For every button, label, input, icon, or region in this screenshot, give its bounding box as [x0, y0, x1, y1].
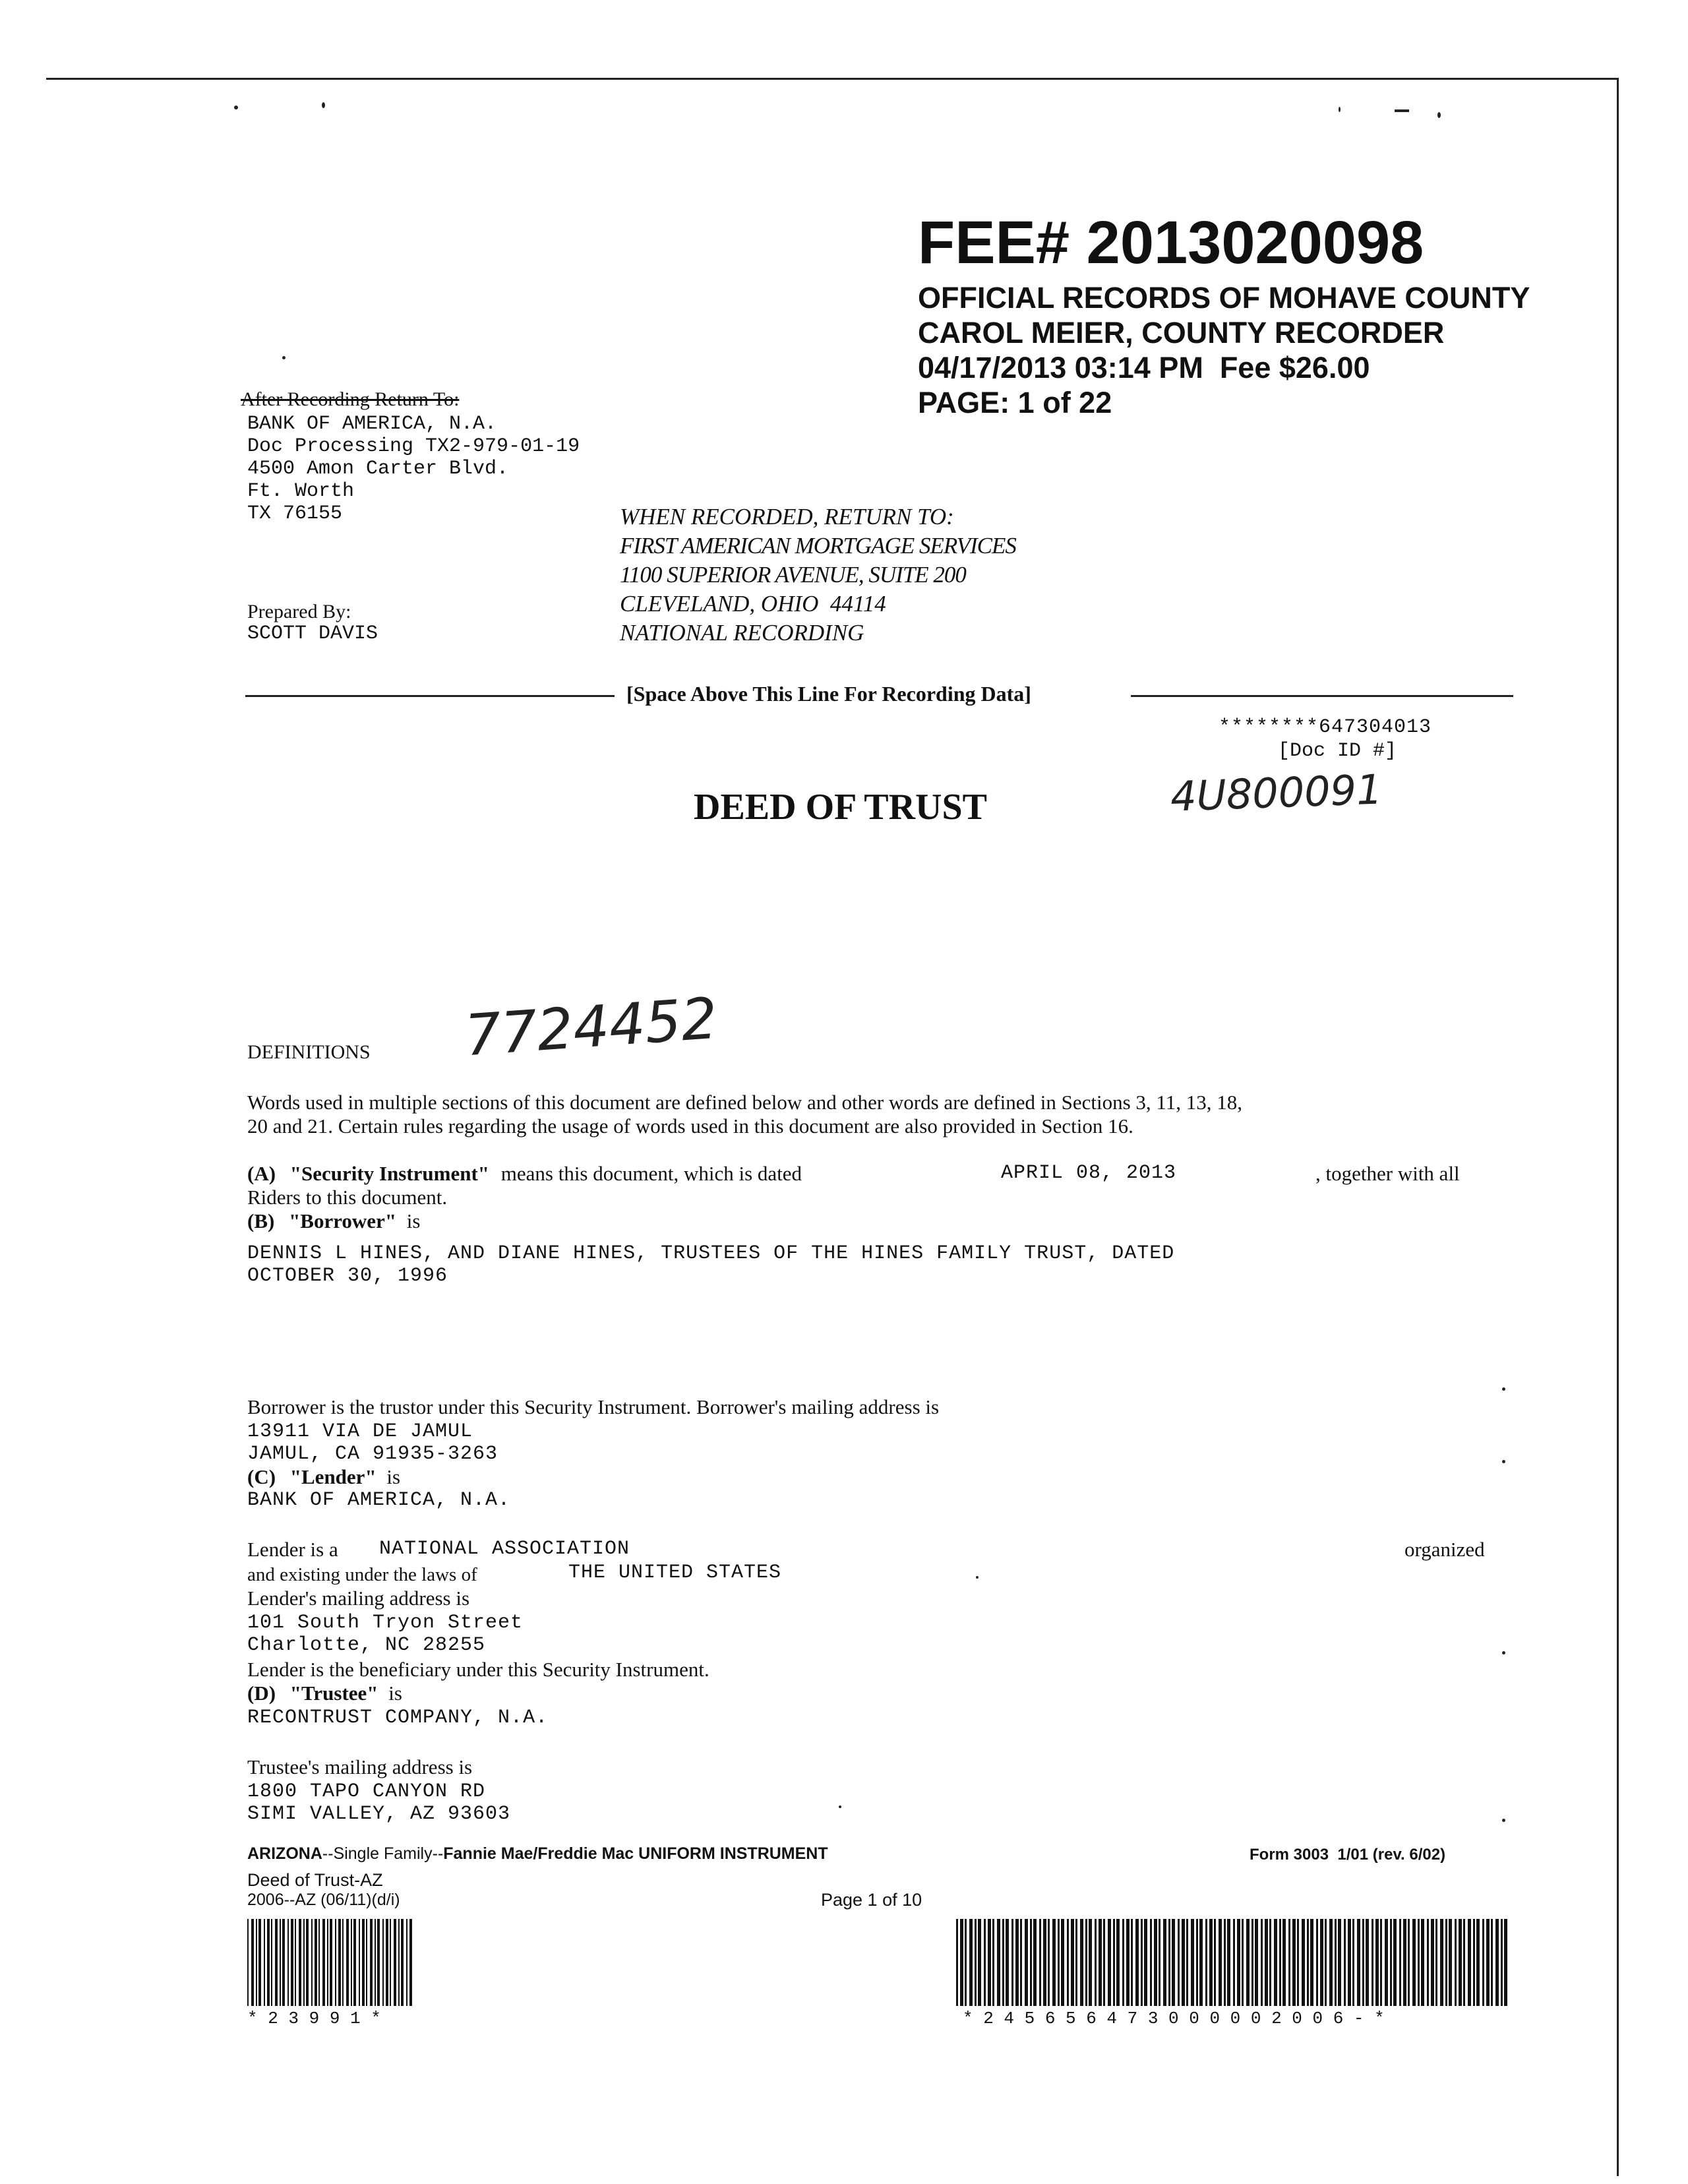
scan-speck: [322, 102, 325, 108]
barcode-bar: [303, 1919, 305, 2006]
when-recorded-line-4: CLEVELAND, OHIO 44114: [620, 591, 886, 617]
barcode-bar: [1288, 1919, 1290, 2006]
barcode-bar: [1006, 1919, 1009, 2006]
footer-doc-code: 2006--AZ (06/11)(d/i): [247, 1891, 400, 1909]
footer-form-number: Form 3003 1/01 (rev. 6/02): [1250, 1846, 1446, 1864]
barcode-bar: [1459, 1919, 1462, 2006]
barcode-bar: [1089, 1919, 1092, 2006]
barcode-bar: [291, 1919, 293, 2006]
barcode-bar: [1292, 1919, 1296, 2006]
barcode-bar: [1246, 1919, 1250, 2006]
separator-text: [Space Above This Line For Recording Data]: [626, 682, 1031, 706]
trustee-mailing-line-2: SIMI VALLEY, AZ 93603: [247, 1803, 511, 1825]
barcode-bar: [1199, 1919, 1203, 2006]
barcode-bar: [1002, 1919, 1004, 2006]
lender-is-a: Lender is a: [247, 1538, 338, 1561]
barcode-bar: [1408, 1919, 1410, 2006]
barcode-bar: [1085, 1919, 1087, 2006]
barcode-bar: [1191, 1919, 1194, 2006]
barcode-bar: [335, 1919, 336, 2006]
barcode-bar: [258, 1919, 261, 2006]
barcode-bar: [1348, 1919, 1351, 2006]
separator-line-right: [1131, 695, 1513, 697]
scan-top-border: [46, 78, 1619, 80]
barcode-bar: [1233, 1919, 1235, 2006]
barcode-bar: [1282, 1919, 1286, 2006]
barcode-bar: [1504, 1919, 1507, 2006]
barcode-bar: [1172, 1919, 1175, 2006]
trustee-name: RECONTRUST COMPANY, N.A.: [247, 1707, 549, 1729]
intro-line-2: 20 and 21. Certain rules regarding the usage of words used in this document are also provided in Section 16.: [247, 1114, 1133, 1138]
barcode-bar: [1163, 1919, 1166, 2006]
barcode-bar: [1186, 1919, 1188, 2006]
barcode-bar: [1316, 1919, 1318, 2006]
intro-line-1: Words used in multiple sections of this document are defined below and other words are defined in Sections 3, 11, 13, 18,: [247, 1091, 1242, 1114]
barcode-bar: [346, 1919, 349, 2006]
margin-dot: [1502, 1460, 1505, 1463]
section-b-is: is: [406, 1209, 421, 1232]
barcode-bar: [1431, 1919, 1434, 2006]
barcode-bar: [1182, 1919, 1185, 2006]
when-recorded-line-2: FIRST AMERICAN MORTGAGE SERVICES: [620, 533, 1016, 559]
handwritten-number-top: 4U800091: [1169, 765, 1383, 821]
barcode-bar: [1390, 1919, 1392, 2006]
footer-state: ARIZONA: [247, 1844, 322, 1863]
barcode-bar: [984, 1919, 986, 2006]
barcode-bar: [1043, 1919, 1046, 2006]
barcode-bar: [1307, 1919, 1309, 2006]
barcode-bar: [271, 1919, 272, 2006]
barcode-bar: [1011, 1919, 1013, 2006]
footer-family: --Single Family--: [322, 1844, 444, 1863]
barcode-bar: [1297, 1919, 1299, 2006]
section-b-label: (B): [247, 1209, 275, 1232]
barcode-bar: [398, 1919, 400, 2006]
barcode-bar: [295, 1919, 296, 2006]
barcode-bar: [280, 1919, 281, 2006]
barcode-bar: [1058, 1919, 1060, 2006]
scan-speck: [282, 356, 286, 359]
footer-instrument: [247, 1844, 828, 1864]
section-b-line: [247, 1209, 420, 1233]
barcode-bar: [1482, 1919, 1484, 2006]
barcode-bar: [1372, 1919, 1373, 2006]
barcode-bar: [1237, 1919, 1240, 2006]
doc-id-label: [Doc ID #]: [1278, 740, 1397, 762]
barcode-bar: [1320, 1919, 1323, 2006]
barcode-bar: [992, 1919, 994, 2006]
fee-number: FEE# 2013020098: [918, 209, 1424, 276]
barcode-bar: [1435, 1919, 1437, 2006]
barcode-bar: [1375, 1919, 1379, 2006]
barcode-bar: [1168, 1919, 1170, 2006]
barcode-bar: [1421, 1919, 1424, 2006]
lender-mailing-line-1: 101 South Tryon Street: [247, 1612, 524, 1634]
barcode-bar: [1178, 1919, 1180, 2006]
barcode-bar: [353, 1919, 356, 2006]
barcode-bar: [1393, 1919, 1397, 2006]
return-line-1: BANK OF AMERICA, N.A.: [247, 413, 497, 435]
separator-line-left: [245, 695, 615, 697]
return-heading-text: After Recording Return To:: [241, 388, 460, 410]
barcode-bar: [275, 1919, 278, 2006]
barcode-bar: [287, 1919, 289, 2006]
barcode-bar: [264, 1919, 265, 2006]
section-a-date: APRIL 08, 2013: [1001, 1162, 1177, 1184]
barcode-bar: [1418, 1919, 1420, 2006]
barcode-bar: [406, 1919, 407, 2006]
barcode-bar: [1269, 1919, 1271, 2006]
lender-mailing-intro: Lender's mailing address is: [247, 1587, 470, 1610]
stamp-line-2: CAROL MEIER, COUNTY RECORDER: [918, 316, 1445, 349]
barcode-bar: [1344, 1919, 1346, 2006]
prepared-by-label: Prepared By:: [247, 601, 351, 622]
barcode-bar: [362, 1919, 365, 2006]
barcode-bar: [1455, 1919, 1457, 2006]
barcode-bar: [1075, 1919, 1077, 2006]
barcode-left: [247, 1919, 412, 2006]
barcode-bar: [299, 1919, 301, 2006]
margin-dot: [976, 1576, 979, 1579]
section-a-label: (A): [247, 1162, 276, 1185]
barcode-bar: [1154, 1919, 1157, 2006]
scan-speck: [234, 106, 238, 109]
barcode-bar: [1150, 1919, 1152, 2006]
barcode-bar: [1310, 1919, 1313, 2006]
section-a-line: [247, 1162, 802, 1186]
barcode-bar: [1265, 1919, 1268, 2006]
barcode-bar: [1122, 1919, 1124, 2006]
barcode-bar: [975, 1919, 977, 2006]
barcode-bar: [1491, 1919, 1493, 2006]
barcode-bar: [247, 1919, 249, 2006]
scan-speck: [1395, 109, 1409, 112]
barcode-bar: [1159, 1919, 1160, 2006]
barcode-bar: [1224, 1919, 1226, 2006]
barcode-bar: [306, 1919, 309, 2006]
barcode-bar: [1501, 1919, 1503, 2006]
return-line-3: 4500 Amon Carter Blvd.: [247, 458, 509, 480]
borrower-name-line-1: DENNIS L HINES, AND DIANE HINES, TRUSTEES OF THE HINES FAMILY TRUST, DATED: [247, 1242, 1175, 1265]
margin-dot: [1502, 1819, 1505, 1822]
barcode-bar: [1020, 1919, 1022, 2006]
barcode-bar: [1227, 1919, 1230, 2006]
barcode-bar: [342, 1919, 344, 2006]
borrower-address-line-1: 13911 VIA DE JAMUL: [247, 1420, 473, 1443]
barcode-bar: [1357, 1919, 1360, 2006]
barcode-bar: [1380, 1919, 1382, 2006]
when-recorded-line-1: WHEN RECORDED, RETURN TO:: [620, 504, 954, 530]
barcode-bar: [1362, 1919, 1364, 2006]
barcode-bar: [1071, 1919, 1074, 2006]
barcode-bar: [282, 1919, 285, 2006]
handwritten-number-definitions: 7724452: [462, 985, 720, 1070]
barcode-bar: [1103, 1919, 1105, 2006]
barcode-bar: [960, 1919, 963, 2006]
barcode-bar: [377, 1919, 380, 2006]
barcode-bar: [1335, 1919, 1337, 2006]
barcode-bar: [1080, 1919, 1083, 2006]
section-c-term: "Lender": [289, 1465, 377, 1488]
barcode-bar: [1274, 1919, 1277, 2006]
barcode-bar: [1144, 1919, 1147, 2006]
barcode-bar: [409, 1919, 412, 2006]
stamp-line-3: 04/17/2013 03:14 PM Fee $26.00: [918, 351, 1370, 384]
barcode-bar: [327, 1919, 328, 2006]
barcode-bar: [1445, 1919, 1447, 2006]
borrower-address-intro: Borrower is the trustor under this Security Instrument. Borrower's mailing address is: [247, 1395, 940, 1418]
margin-dot: [839, 1805, 841, 1808]
return-line-2: Doc Processing TX2-979-01-19: [247, 435, 580, 458]
barcode-bar: [311, 1919, 313, 2006]
barcode-bar: [1095, 1919, 1097, 2006]
barcode-bar: [1495, 1919, 1499, 2006]
barcode-bar: [1108, 1919, 1111, 2006]
scan-right-border: [1617, 79, 1619, 2176]
barcode-left-text: * 2 3 9 9 1 *: [247, 2009, 381, 2028]
return-line-5: TX 76155: [247, 502, 343, 525]
barcode-bar: [1061, 1919, 1064, 2006]
section-d-term: "Trustee": [289, 1682, 378, 1705]
barcode-bar: [1440, 1919, 1443, 2006]
barcode-bar: [1099, 1919, 1102, 2006]
barcode-bar: [366, 1919, 367, 2006]
borrower-address-line-2: JAMUL, CA 91935-3263: [247, 1443, 498, 1465]
barcode-bar: [267, 1919, 270, 2006]
barcode-bar: [1205, 1919, 1207, 2006]
section-c-label: (C): [247, 1465, 276, 1488]
barcode-bar: [1399, 1919, 1401, 2006]
barcode-bar: [1033, 1919, 1037, 2006]
section-c-is: is: [386, 1465, 401, 1488]
barcode-bar: [997, 1919, 1000, 2006]
lender-entity-type: NATIONAL ASSOCIATION: [379, 1538, 630, 1560]
barcode-bar: [256, 1919, 257, 2006]
margin-dot: [1502, 1387, 1505, 1391]
section-d-is: is: [388, 1682, 402, 1705]
when-recorded-line-3: 1100 SUPERIOR AVENUE, SUITE 200: [620, 562, 966, 588]
barcode-bar: [1403, 1919, 1406, 2006]
barcode-bar: [1052, 1919, 1056, 2006]
doc-id-number: ********647304013: [1219, 716, 1432, 739]
barcode-bar: [1261, 1919, 1263, 2006]
barcode-bar: [1242, 1919, 1244, 2006]
definitions-heading: DEFINITIONS: [247, 1041, 371, 1063]
barcode-bar: [1468, 1919, 1471, 2006]
barcode-bar: [1486, 1919, 1490, 2006]
footer-doc-name: Deed of Trust-AZ: [247, 1870, 383, 1890]
section-d-label: (D): [247, 1682, 276, 1705]
section-c-line: [247, 1465, 400, 1489]
lender-mailing-line-2: Charlotte, NC 28255: [247, 1634, 486, 1656]
barcode-bar: [318, 1919, 320, 2006]
barcode-bar: [359, 1919, 360, 2006]
barcode-bar: [1067, 1919, 1069, 2006]
section-a-term: "Security Instrument": [289, 1162, 490, 1185]
scan-speck: [1339, 107, 1341, 112]
lender-name: BANK OF AMERICA, N.A.: [247, 1489, 511, 1511]
barcode-bar: [1329, 1919, 1333, 2006]
lender-existing: and existing under the laws of: [247, 1564, 477, 1585]
footer-page-number: Page 1 of 10: [821, 1890, 922, 1910]
footer-uniform: Fannie Mae/Freddie Mac UNIFORM INSTRUMENT: [443, 1844, 828, 1863]
barcode-bar: [382, 1919, 384, 2006]
when-recorded-line-5: NATIONAL RECORDING: [620, 620, 864, 646]
section-a-line-2: Riders to this document.: [247, 1186, 448, 1209]
barcode-bar: [1352, 1919, 1354, 2006]
barcode-bar: [1209, 1919, 1213, 2006]
barcode-bar: [969, 1919, 973, 2006]
barcode-bar: [1427, 1919, 1429, 2006]
barcode-bar: [965, 1919, 967, 2006]
barcode-bar: [978, 1919, 981, 2006]
return-heading: [241, 388, 459, 411]
section-d-line: [247, 1682, 402, 1705]
barcode-right-text: * 2 4 5 6 5 6 4 7 3 0 0 0 0 0 2 0 0 6 - *: [963, 2009, 1385, 2028]
barcode-bar: [1214, 1919, 1216, 2006]
barcode-bar: [1255, 1919, 1258, 2006]
barcode-bar: [1302, 1919, 1305, 2006]
barcode-bar: [1366, 1919, 1369, 2006]
barcode-bar: [351, 1919, 352, 2006]
barcode-bar: [956, 1919, 958, 2006]
margin-dot: [1502, 1651, 1505, 1654]
scan-speck: [1437, 112, 1441, 118]
barcode-bar: [401, 1919, 404, 2006]
barcode-right: [956, 1919, 1511, 2006]
barcode-bar: [315, 1919, 317, 2006]
section-a-tail: , together with all: [1315, 1162, 1460, 1185]
section-b-term: "Borrower": [289, 1209, 397, 1232]
barcode-bar: [338, 1919, 341, 2006]
barcode-bar: [1196, 1919, 1198, 2006]
lender-beneficiary: Lender is the beneficiary under this Security Instrument.: [247, 1658, 709, 1681]
barcode-bar: [1135, 1919, 1139, 2006]
barcode-bar: [1126, 1919, 1130, 2006]
barcode-bar: [1449, 1919, 1452, 2006]
barcode-bar: [322, 1919, 325, 2006]
barcode-bar: [1473, 1919, 1475, 2006]
barcode-bar: [1048, 1919, 1050, 2006]
barcode-bar: [386, 1919, 388, 2006]
barcode-bar: [1141, 1919, 1143, 2006]
barcode-bar: [1030, 1919, 1032, 2006]
return-line-4: Ft. Worth: [247, 480, 355, 502]
section-a-text: means this document, which is dated: [500, 1162, 802, 1185]
barcode-bar: [1476, 1919, 1480, 2006]
barcode-bar: [988, 1919, 991, 2006]
barcode-bar: [330, 1919, 332, 2006]
barcode-bar: [1463, 1919, 1465, 2006]
prepared-by-name: SCOTT DAVIS: [247, 622, 378, 645]
stamp-line-1: OFFICIAL RECORDS OF MOHAVE COUNTY: [918, 281, 1530, 315]
barcode-bar: [1412, 1919, 1416, 2006]
barcode-bar: [251, 1919, 254, 2006]
barcode-bar: [1219, 1919, 1222, 2006]
barcode-bar: [390, 1919, 391, 2006]
document-title: DEED OF TRUST: [694, 787, 987, 828]
lender-jurisdiction: THE UNITED STATES: [568, 1562, 782, 1584]
barcode-bar: [394, 1919, 396, 2006]
barcode-bar: [1251, 1919, 1253, 2006]
barcode-bar: [375, 1919, 376, 2006]
stamp-line-4: PAGE: 1 of 22: [918, 386, 1112, 419]
barcode-bar: [1279, 1919, 1281, 2006]
trustee-mailing-line-1: 1800 TAPO CANYON RD: [247, 1780, 486, 1803]
barcode-bar: [1116, 1919, 1120, 2006]
barcode-bar: [1385, 1919, 1388, 2006]
barcode-bar: [1131, 1919, 1133, 2006]
barcode-bar: [1113, 1919, 1115, 2006]
barcode-bar: [1015, 1919, 1019, 2006]
barcode-bar: [370, 1919, 373, 2006]
barcode-bar: [1338, 1919, 1341, 2006]
borrower-name-line-2: OCTOBER 30, 1996: [247, 1265, 448, 1287]
lender-organized: organized: [1404, 1538, 1485, 1561]
barcode-bar: [1039, 1919, 1041, 2006]
trustee-mailing-intro: Trustee's mailing address is: [247, 1755, 473, 1778]
barcode-bar: [1325, 1919, 1327, 2006]
barcode-bar: [1025, 1919, 1028, 2006]
